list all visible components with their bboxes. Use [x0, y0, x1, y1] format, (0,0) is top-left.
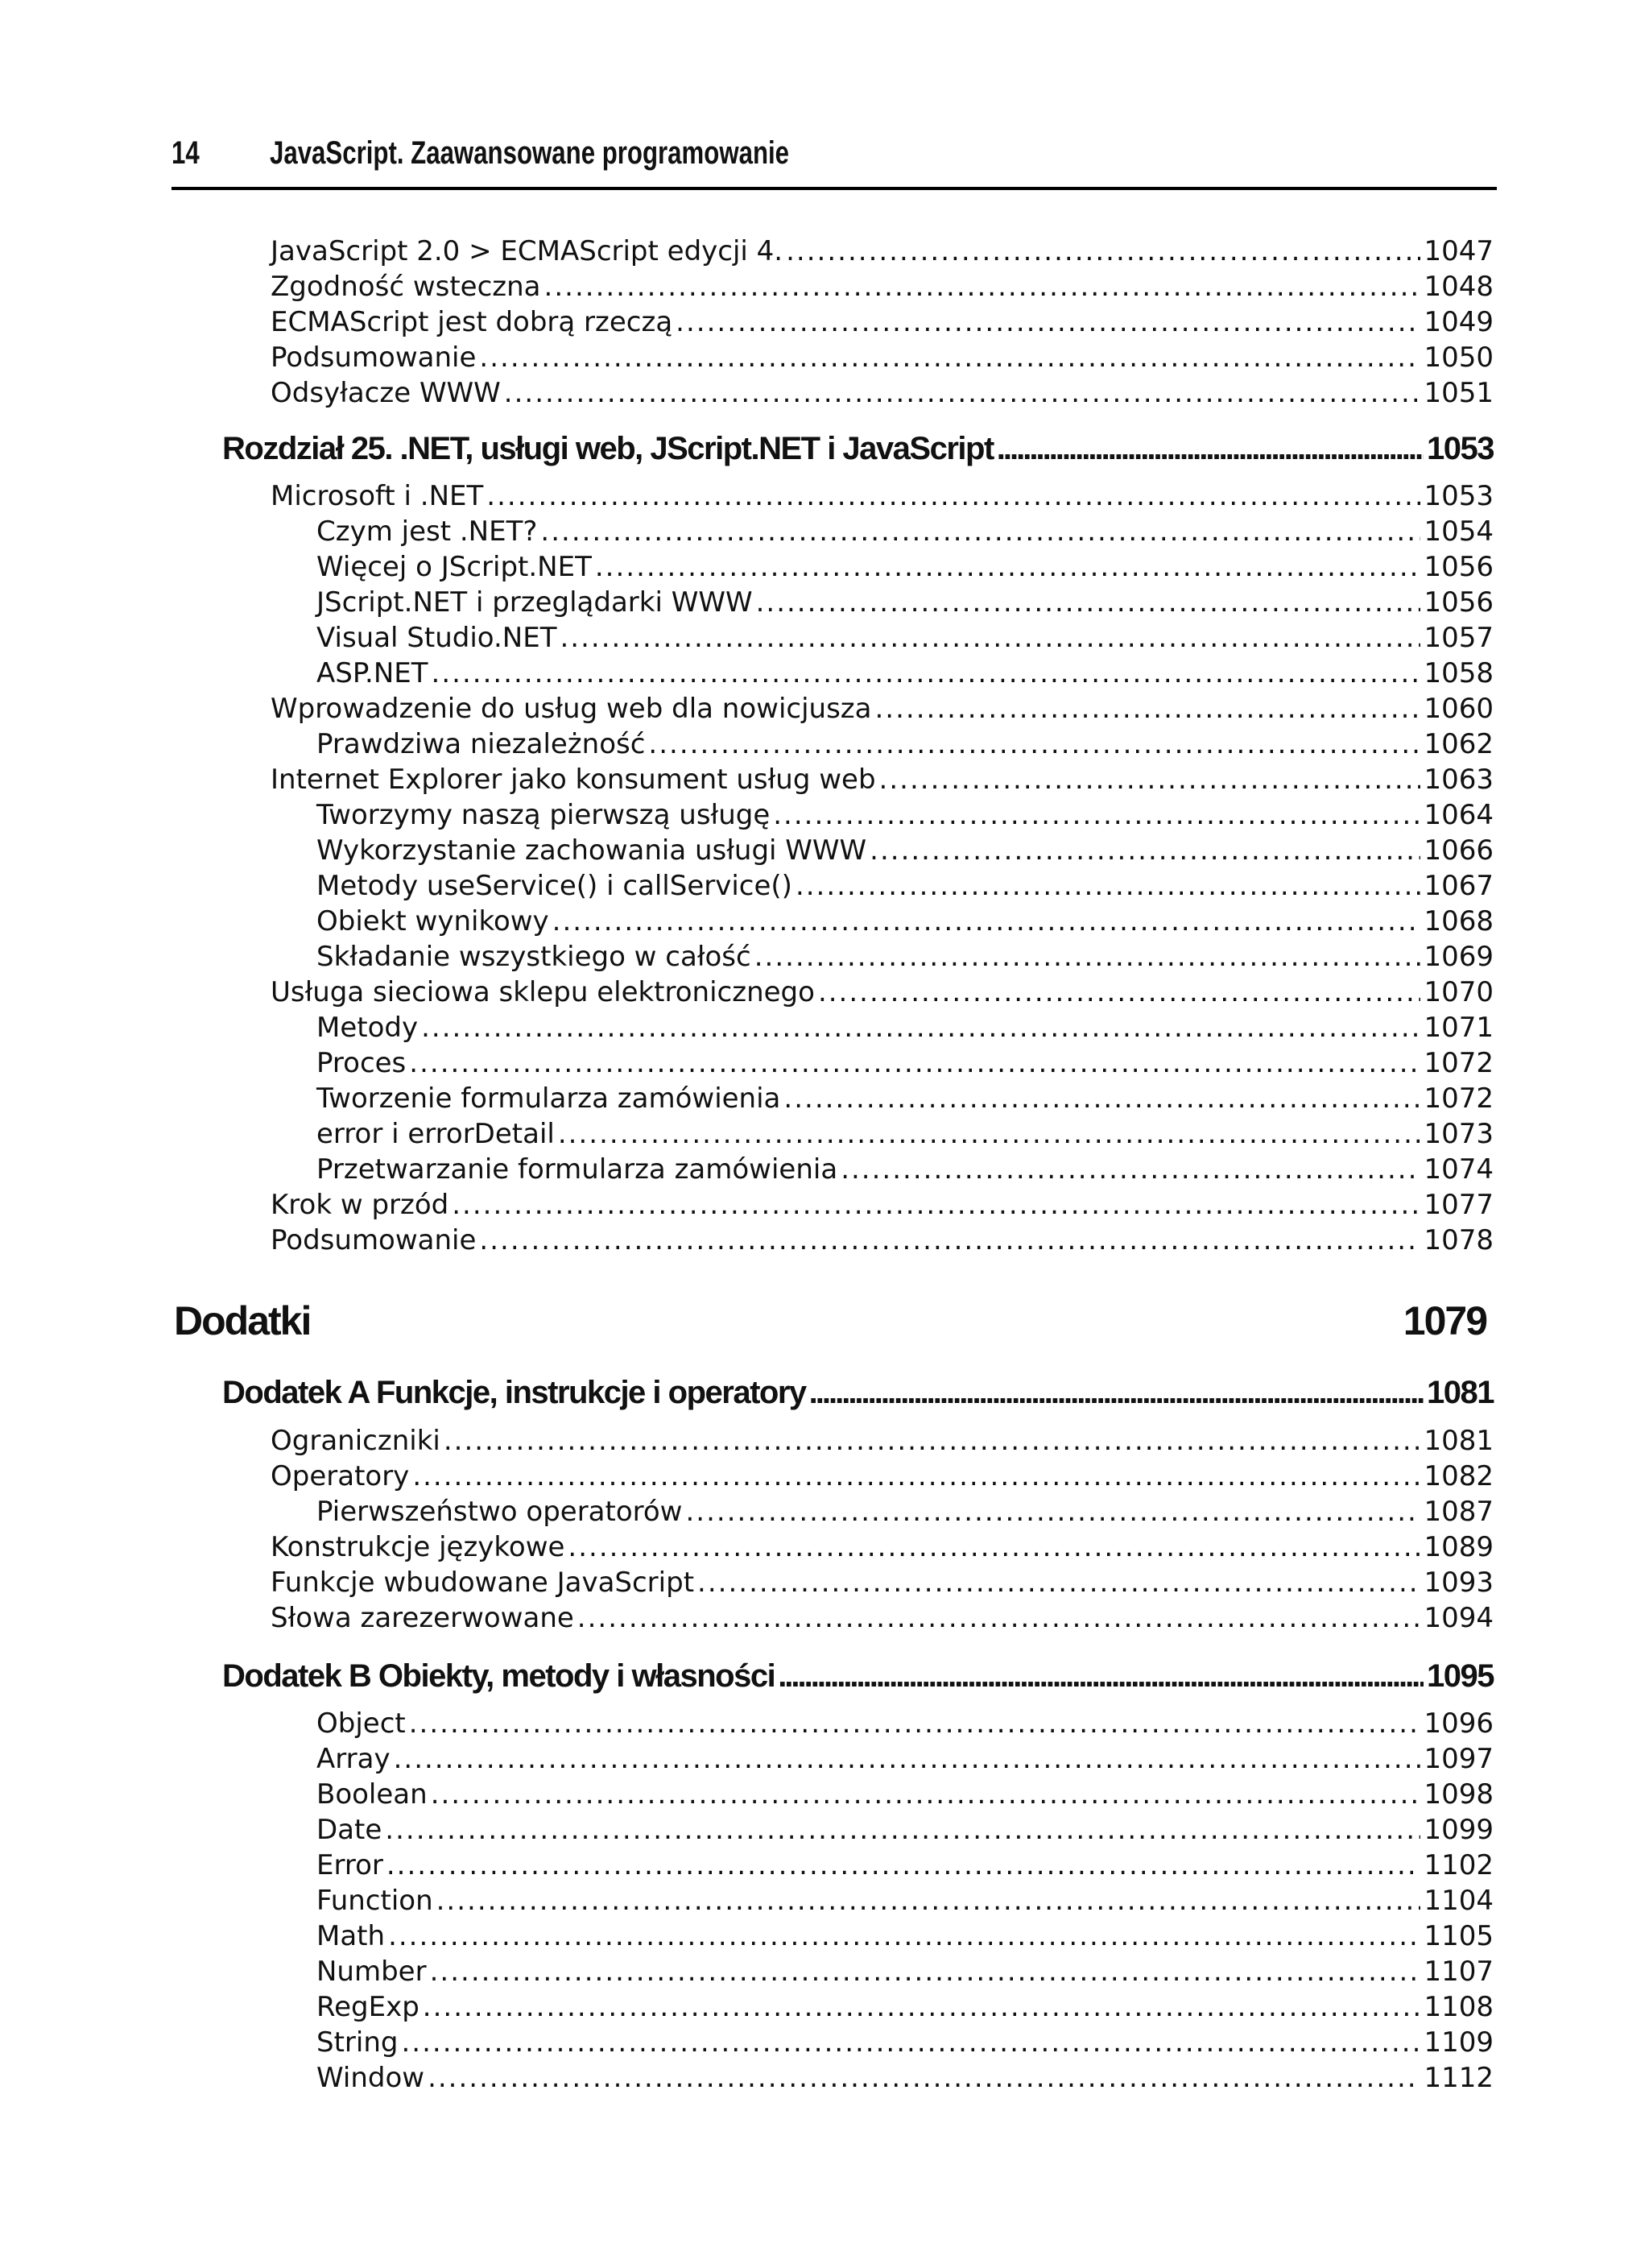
leader-dots: [874, 691, 1420, 726]
book-title: JavaScript. Zaawansowane programowanie: [270, 135, 790, 171]
leader-dots: [409, 1045, 1420, 1081]
leader-dots: [423, 1989, 1421, 2025]
toc-entry[interactable]: [316, 868, 1494, 904]
toc-entry-label: error i errorDetail: [316, 1118, 555, 1150]
leader-dots: [560, 620, 1421, 656]
leader-dots: [412, 1459, 1420, 1494]
toc-entry-label: Wykorzystanie zachowania usługi WWW: [316, 834, 867, 867]
toc-entry-label: Operatory: [271, 1460, 410, 1492]
toc-entry[interactable]: [316, 1812, 1494, 1848]
leader-dots: [841, 1152, 1420, 1187]
leader-dots: [388, 1918, 1420, 1954]
toc-entry-label: Składanie wszystkiego w całość: [316, 941, 751, 973]
toc-entry-page: 1077: [1424, 1189, 1494, 1221]
toc-entry[interactable]: [316, 939, 1494, 975]
toc-entry-label: Function: [316, 1885, 433, 1917]
toc-entry-label: Internet Explorer jako konsument usług web: [271, 764, 876, 796]
toc-entry-page: 1072: [1424, 1047, 1494, 1079]
toc-entry[interactable]: [316, 2060, 1494, 2096]
toc-entry-page: 1067: [1424, 870, 1494, 902]
toc-entry-label: Przetwarzanie formularza zamówienia: [316, 1153, 838, 1186]
leader-dots: [756, 585, 1421, 620]
toc-entry-label: Zgodność wsteczna: [271, 271, 541, 303]
leader-dots: [428, 2060, 1420, 2096]
toc-entry[interactable]: [316, 1010, 1494, 1045]
toc-entry[interactable]: [316, 1918, 1494, 1954]
toc-entry-label: ASP.NET: [316, 657, 428, 689]
leader-dots: [685, 1494, 1420, 1529]
toc-entry-page: 1057: [1424, 622, 1494, 654]
toc-entry-label: Konstrukcje językowe: [271, 1531, 565, 1563]
leader-dots: [818, 975, 1421, 1010]
toc-entry[interactable]: [271, 1223, 1494, 1258]
toc-entry[interactable]: [316, 833, 1494, 868]
toc-entry-label: ECMAScript jest dobrą rzeczą: [271, 306, 673, 338]
toc-entry[interactable]: [271, 234, 1494, 269]
toc-entry[interactable]: [271, 304, 1494, 340]
toc-entry[interactable]: [316, 1706, 1494, 1741]
leader-dots: [879, 762, 1421, 797]
toc-entry-page: 1081: [1424, 1425, 1494, 1457]
toc-entry-page: 1070: [1424, 976, 1494, 1008]
leader-dots: [504, 375, 1421, 411]
toc-entry[interactable]: [271, 1565, 1494, 1600]
toc-entry-label: Podsumowanie: [271, 341, 477, 374]
toc-entry-label: Math: [316, 1920, 386, 1952]
toc-entry-page: 1094: [1424, 1602, 1494, 1634]
toc-entry-label: RegExp: [316, 1991, 419, 2023]
leader-dots: [676, 304, 1420, 340]
toc-entry-page: 1068: [1424, 905, 1494, 937]
toc-entry[interactable]: [316, 549, 1494, 585]
leader-dots: [409, 1706, 1421, 1741]
leader-dots: [479, 340, 1420, 375]
toc-entry[interactable]: [271, 1529, 1494, 1565]
toc-entry-page: 1056: [1424, 551, 1494, 583]
toc-entry-page: 1082: [1424, 1460, 1494, 1492]
part-page: 1079: [1403, 1298, 1486, 1343]
toc-entry-label: Funkcje wbudowane JavaScript: [271, 1566, 695, 1599]
leader-dots: [552, 904, 1421, 939]
toc-entry[interactable]: [316, 1081, 1494, 1116]
toc-entry-label: Podsumowanie: [271, 1224, 477, 1256]
leader-dots: [796, 868, 1421, 904]
page-number: 14: [172, 135, 200, 171]
running-header: [172, 135, 1497, 190]
chapter-page: 1053: [1427, 431, 1494, 466]
toc-entry-label: Array: [316, 1743, 391, 1775]
toc-entry-label: Metody: [316, 1012, 419, 1044]
leader-dots: [754, 939, 1421, 975]
toc-entry-page: 1109: [1424, 2026, 1494, 2059]
leader-dots: [432, 656, 1421, 691]
leader-dots: [540, 514, 1420, 549]
toc-entry[interactable]: [271, 269, 1494, 304]
leader-dots: [544, 269, 1421, 304]
toc-entry[interactable]: [316, 1777, 1494, 1812]
toc-entry-page: 1047: [1424, 235, 1494, 267]
toc-entry-page: 1049: [1424, 306, 1494, 338]
leader-dots: [595, 549, 1421, 585]
appendix-page: 1095: [1427, 1658, 1494, 1694]
leader-dots: [444, 1423, 1421, 1459]
appendix-a-heading[interactable]: [222, 1372, 1494, 1413]
toc-entry[interactable]: [316, 1494, 1494, 1529]
toc-entry-page: 1099: [1424, 1814, 1494, 1846]
toc-entry-page: 1073: [1424, 1118, 1494, 1150]
toc-entry-page: 1093: [1424, 1566, 1494, 1599]
toc-entry-page: 1053: [1424, 480, 1494, 512]
part-title: Dodatki: [174, 1298, 311, 1343]
toc-entry-label: Number: [316, 1956, 427, 1988]
leader-dots: [452, 1187, 1420, 1223]
toc-entry-page: 1051: [1424, 377, 1494, 409]
toc-entry[interactable]: [271, 1423, 1494, 1459]
leader-dots: [577, 1600, 1421, 1636]
toc-entry-page: 1108: [1424, 1991, 1494, 2023]
toc-entry-page: 1097: [1424, 1743, 1494, 1775]
toc-entry-page: 1056: [1424, 586, 1494, 619]
toc-entry[interactable]: [316, 1954, 1494, 1989]
toc-entry-page: 1066: [1424, 834, 1494, 867]
toc-entry-label: Tworzymy naszą pierwszą usługę: [316, 799, 771, 831]
toc-entry-label: Wprowadzenie do usług web dla nowicjusza: [271, 693, 872, 725]
toc-entry-page: 1078: [1424, 1224, 1494, 1256]
toc-entry-page: 1054: [1424, 515, 1494, 548]
leader-dots: [436, 1883, 1421, 1918]
toc-entry-page: 1048: [1424, 271, 1494, 303]
toc-entry-page: 1098: [1424, 1778, 1494, 1811]
toc-entry-page: 1058: [1424, 657, 1494, 689]
toc-entry[interactable]: [271, 478, 1494, 514]
appendix-title: Dodatek A Funkcje, instrukcje i operatory: [222, 1375, 806, 1410]
toc-entry[interactable]: [316, 620, 1494, 656]
toc-entry-label: Metody useService() i callService(): [316, 870, 792, 902]
leader-dots: [778, 1656, 1424, 1696]
toc-entry[interactable]: [316, 726, 1494, 762]
toc-entry[interactable]: [316, 1152, 1494, 1187]
toc-entry-label: String: [316, 2026, 399, 2059]
toc-entry-label: JavaScript 2.0 > ECMAScript edycji 4.: [271, 235, 783, 267]
leader-dots: [394, 1741, 1421, 1777]
leader-dots: [558, 1116, 1421, 1152]
leader-dots: [568, 1529, 1420, 1565]
toc-entry-label: Czym jest .NET?: [316, 515, 538, 548]
leader-dots: [385, 1812, 1420, 1848]
leader-dots: [783, 1081, 1420, 1116]
toc-entry[interactable]: [316, 1116, 1494, 1152]
toc-entry-label: Microsoft i .NET: [271, 480, 484, 512]
toc-entry[interactable]: [316, 585, 1494, 620]
toc-entry-page: 1050: [1424, 341, 1494, 374]
appendix-b-heading[interactable]: [222, 1656, 1494, 1696]
toc-entry-page: 1064: [1424, 799, 1494, 831]
toc-entry[interactable]: [316, 1848, 1494, 1883]
toc-entry-label: Prawdziwa niezależność: [316, 728, 646, 760]
toc-entry[interactable]: [271, 975, 1494, 1010]
leader-dots: [809, 1372, 1424, 1413]
toc-entry[interactable]: [271, 1600, 1494, 1636]
toc-entry-page: 1102: [1424, 1849, 1494, 1881]
toc-entry[interactable]: [316, 656, 1494, 691]
toc-entry-page: 1072: [1424, 1082, 1494, 1115]
toc-entry-label: Więcej o JScript.NET: [316, 551, 592, 583]
toc-entry-page: 1104: [1424, 1885, 1494, 1917]
toc-entry-page: 1069: [1424, 941, 1494, 973]
toc-entry[interactable]: [316, 1045, 1494, 1081]
toc-entry-page: 1063: [1424, 764, 1494, 796]
toc-entry[interactable]: [316, 1989, 1494, 2025]
toc-entry-page: 1062: [1424, 728, 1494, 760]
toc-entry-page: 1071: [1424, 1012, 1494, 1044]
toc-entry-label: Krok w przód: [271, 1189, 449, 1221]
leader-dots: [786, 234, 1420, 269]
leader-dots: [697, 1565, 1420, 1600]
toc-entry-page: 1089: [1424, 1531, 1494, 1563]
toc-entry-page: 1112: [1424, 2062, 1494, 2094]
toc-entry-label: Error: [316, 1849, 383, 1881]
leader-dots: [431, 1777, 1421, 1812]
leader-dots: [648, 726, 1420, 762]
toc-entry[interactable]: [316, 904, 1494, 939]
leader-dots: [479, 1223, 1420, 1258]
leader-dots: [386, 1848, 1421, 1883]
toc-entry-label: Boolean: [316, 1778, 428, 1811]
leader-dots: [430, 1954, 1421, 1989]
toc-entry-page: 1105: [1424, 1920, 1494, 1952]
toc-entry-page: 1060: [1424, 693, 1494, 725]
toc-entry-label: JScript.NET i przeglądarki WWW: [316, 586, 753, 619]
toc-entry-label: Pierwszeństwo operatorów: [316, 1496, 683, 1528]
toc-entry-label: Window: [316, 2062, 425, 2094]
leader-dots: [421, 1010, 1420, 1045]
toc-entry-label: Visual Studio.NET: [316, 622, 557, 654]
toc-entry[interactable]: [271, 340, 1494, 375]
toc-entry[interactable]: [316, 514, 1494, 549]
chapter-25-heading[interactable]: [222, 428, 1494, 469]
toc-entry-label: Odsyłacze WWW: [271, 377, 501, 409]
toc-entry-label: Date: [316, 1814, 382, 1846]
toc-entry[interactable]: [271, 375, 1494, 411]
toc-entry[interactable]: [271, 1459, 1494, 1494]
toc-entry-label: Obiekt wynikowy: [316, 905, 549, 937]
toc-entry[interactable]: [316, 1741, 1494, 1777]
toc-entry[interactable]: [271, 691, 1494, 726]
chapter-title: Rozdział 25. .NET, usługi web, JScript.NET i JavaScript: [222, 431, 994, 466]
toc-entry-label: Słowa zarezerwowane: [271, 1602, 574, 1634]
toc-entry-page: 1096: [1424, 1707, 1494, 1740]
toc-entry-label: Proces: [316, 1047, 407, 1079]
leader-dots: [773, 797, 1420, 833]
toc-entry[interactable]: [316, 2025, 1494, 2060]
toc-entry-page: 1087: [1424, 1496, 1494, 1528]
part-heading[interactable]: [174, 1297, 1486, 1345]
toc-entry-label: Object: [316, 1707, 406, 1740]
leader-dots: [486, 478, 1420, 514]
toc-entry-label: Ograniczniki: [271, 1425, 440, 1457]
leader-dots: [401, 2025, 1420, 2060]
leader-dots: [870, 833, 1420, 868]
toc-entry[interactable]: [271, 1187, 1494, 1223]
toc-entry[interactable]: [316, 1883, 1494, 1918]
appendix-title: Dodatek B Obiekty, metody i własności: [222, 1658, 775, 1694]
toc-entry-label: Tworzenie formularza zamówienia: [316, 1082, 781, 1115]
toc-entry[interactable]: [271, 762, 1494, 797]
leader-dots: [997, 428, 1424, 469]
toc-entry-label: Usługa sieciowa sklepu elektronicznego: [271, 976, 815, 1008]
toc-entry-page: 1074: [1424, 1153, 1494, 1186]
toc-entry-page: 1107: [1424, 1956, 1494, 1988]
toc-entry[interactable]: [316, 797, 1494, 833]
appendix-page: 1081: [1427, 1375, 1494, 1410]
